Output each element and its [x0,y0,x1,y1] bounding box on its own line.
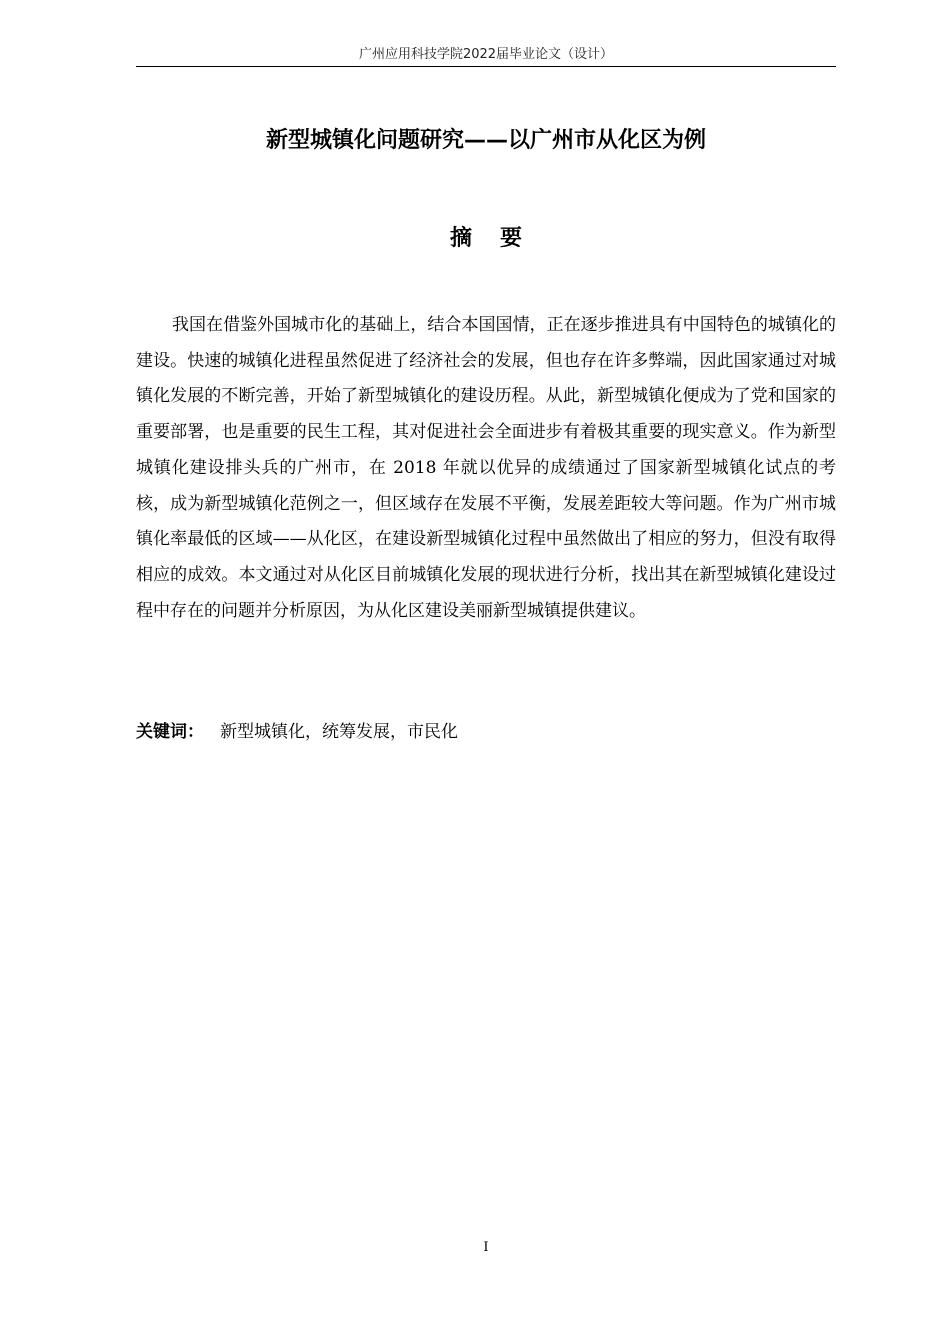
abstract-body: 我国在借鉴外国城市化的基础上，结合本国国情，正在逐步推进具有中国特色的城镇化的建设。快速的城镇化进程虽然促进了经济社会的发展，但也存在许多弊端，因此国家通过对城镇化发展的不断完善，开始了新型城镇化的建设历程。从此，新型城镇化便成为了党和国家的重要部署，也是重要的民生工程，其对促进社会全面进步有着极其重要的现实意义。作为新型城镇化建设排头兵的广州市，在 2018 年就以优异的成绩通过了国家新型城镇化试点的考核，成为新型城镇化范例之一，但区域存在发展不平衡，发展差距较大等问题。作为广州市城镇化率最低的区域——从化区，在建设新型城镇化过程中虽然做出了相应的努力，但没有取得相应的成效。本文通过对从化区目前城镇化发展的现状进行分析，找出其在新型城镇化建设过程中存在的问题并分析原因，为从化区建设美丽新型城镇提供建议。 [136,315,836,621]
paper-title: 新型城镇化问题研究——以广州市从化区为例 [265,128,706,153]
keywords-value: 新型城镇化，统筹发展，市民化 [220,722,458,742]
keywords-label: 关键词： [136,722,204,742]
abstract-heading: 摘要 [449,226,550,251]
keywords-line [136,716,836,748]
page-header: 广州应用科技学院2022届毕业论文（设计） [136,44,836,67]
page-number: I [483,1240,489,1255]
